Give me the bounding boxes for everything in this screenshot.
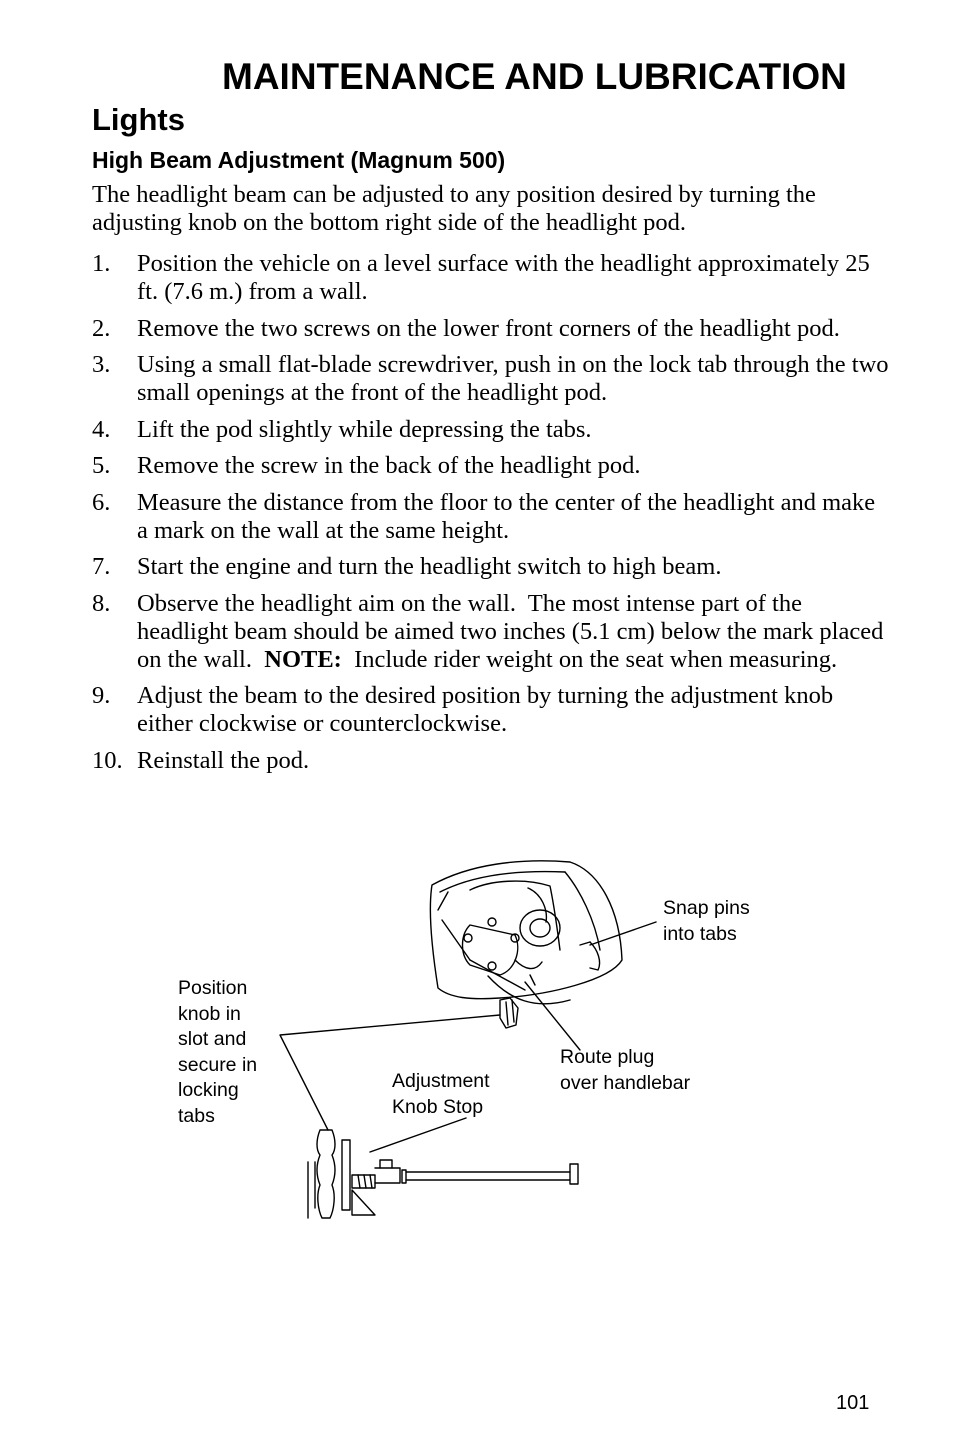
step-number: 1.	[92, 250, 111, 277]
step-number: 7.	[92, 553, 111, 580]
subsection-title: High Beam Adjustment (Magnum 500)	[92, 147, 506, 173]
step-item	[92, 250, 892, 306]
callout-route-plug: Route plug over handlebar	[560, 1046, 691, 1094]
step-item	[92, 553, 892, 581]
step-text: Remove the two screws on the lower front corners of the headlight pod.	[137, 314, 840, 342]
step-number: 4.	[92, 415, 111, 443]
step-item	[92, 590, 892, 674]
step-number: 8.	[92, 589, 111, 617]
section-title: Lights	[92, 102, 185, 137]
step-item	[92, 747, 892, 775]
step-number: 10.	[92, 746, 123, 774]
step-item	[92, 489, 892, 545]
step-item	[92, 452, 892, 480]
step-number: 3.	[92, 351, 111, 378]
step-text: Reinstall the pod.	[137, 746, 310, 774]
step-text: Include rider weight on the seat when measuring.	[341, 645, 838, 673]
step-text: Start the engine and turn the headlight switch to high beam.	[137, 553, 722, 580]
step-text: Observe the headlight aim on the wall. The most intense part of the headlight beam should be aimed two inches (5.1 cm) below the mark placed on the wall.	[137, 589, 890, 673]
step-item	[92, 682, 892, 738]
headlight-pod-diagram	[170, 850, 790, 1240]
step-text: Using a small flat-blade screwdriver, push in on the lock tab through the two small openings at the front of the headlight pod.	[137, 351, 889, 406]
step-item	[92, 351, 892, 407]
callout-position-knob: Position knob in slot and secure in locking tabs	[178, 977, 258, 1127]
page-number: 101	[836, 1392, 870, 1414]
leader-line-route-plug	[525, 982, 580, 1050]
step-number: 9.	[92, 682, 111, 709]
step-text: Adjust the beam to the desired position by turning the adjustment knob either clockwise or counterclockwise.	[137, 682, 834, 737]
callout-snap-pins: Snap pins into tabs	[663, 897, 750, 945]
callout-adjustment-stop: Adjustment Knob Stop	[392, 1070, 490, 1118]
intro-paragraph: The headlight beam can be adjusted to any position desired by turning the adjusting knob on the bottom right side of the headlight pod.	[92, 181, 816, 236]
steps-list	[92, 250, 892, 783]
step-number: 6.	[92, 488, 111, 516]
step-number: 2.	[92, 314, 111, 342]
adjustment-knob-drawing	[308, 1130, 578, 1218]
step-text: Remove the screw in the back of the headlight pod.	[137, 452, 641, 479]
step-item	[92, 315, 892, 343]
note-label: NOTE:	[264, 645, 342, 673]
leader-line-adjustment-stop	[370, 1118, 466, 1152]
step-text: Position the vehicle on a level surface with the headlight approximately 25 ft. (7.6 m.) from a wall.	[137, 250, 870, 305]
step-item	[92, 416, 892, 444]
step-text: Measure the distance from the floor to the center of the headlight and make a mark on the wall at the same height.	[137, 488, 876, 544]
step-text: Lift the pod slightly while depressing the tabs.	[137, 415, 592, 443]
chapter-title: MAINTENANCE AND LUBRICATION	[222, 56, 847, 97]
step-number: 5.	[92, 452, 111, 479]
leader-line-snap-pins	[590, 922, 656, 945]
